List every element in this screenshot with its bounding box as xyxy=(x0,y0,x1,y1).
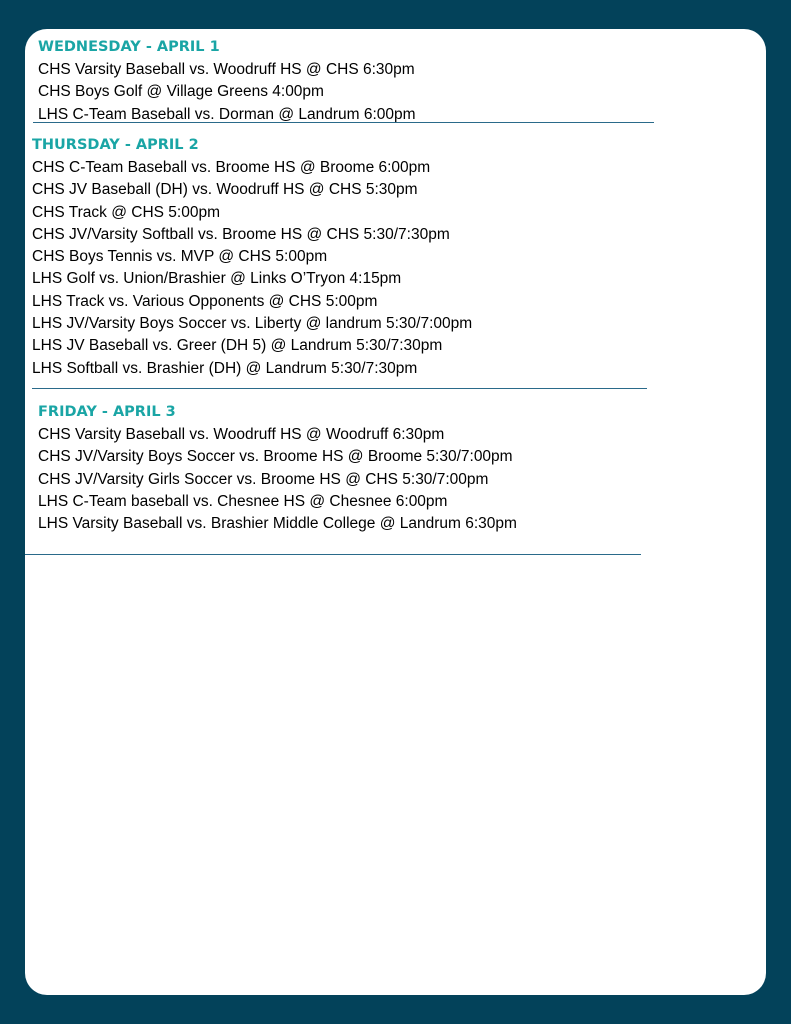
event-item: CHS JV/Varsity Softball vs. Broome HS @ CHS 5:30/7:30pm xyxy=(32,225,450,243)
event-item: LHS C-Team Baseball vs. Dorman @ Landrum 6:00pm xyxy=(38,105,416,123)
day-section-wednesday xyxy=(38,37,416,126)
event-item: CHS Varsity Baseball vs. Woodruff HS @ CHS 6:30pm xyxy=(38,61,415,78)
event-item: LHS Varsity Baseball vs. Brashier Middle College @ Landrum 6:30pm xyxy=(38,515,517,533)
section-divider xyxy=(32,388,647,389)
event-item: CHS JV/Varsity Girls Soccer vs. Broome HS @ CHS 5:30/7:00pm xyxy=(38,470,489,488)
event-item: CHS Boys Tennis vs. MVP @ CHS 5:00pm xyxy=(32,248,328,266)
event-item: CHS C-Team Baseball vs. Broome HS @ Broome 6:00pm xyxy=(32,159,431,176)
day-section-friday xyxy=(38,402,517,535)
section-divider xyxy=(33,122,654,123)
day-section-thursday xyxy=(32,135,472,380)
event-item: CHS Varsity Baseball vs. Woodruff HS @ Woodruff 6:30pm xyxy=(38,426,445,443)
event-item: CHS JV Baseball (DH) vs. Woodruff HS @ CHS 5:30pm xyxy=(32,181,418,199)
section-divider xyxy=(25,554,641,555)
schedule-card xyxy=(25,29,766,995)
event-item: LHS JV Baseball vs. Greer (DH 5) @ Landrum 5:30/7:30pm xyxy=(32,337,443,355)
event-item: LHS Golf vs. Union/Brashier @ Links O’Tryon 4:15pm xyxy=(32,270,402,288)
event-item: LHS JV/Varsity Boys Soccer vs. Liberty @ landrum 5:30/7:00pm xyxy=(32,315,473,333)
day-heading: THURSDAY - APRIL 2 xyxy=(32,137,199,153)
day-heading: WEDNESDAY - APRIL 1 xyxy=(38,39,220,55)
event-item: LHS Softball vs. Brashier (DH) @ Landrum 5:30/7:30pm xyxy=(32,359,418,377)
event-item: CHS Boys Golf @ Village Greens 4:00pm xyxy=(38,83,324,101)
day-heading: FRIDAY - APRIL 3 xyxy=(38,404,176,420)
event-item: LHS C-Team baseball vs. Chesnee HS @ Chesnee 6:00pm xyxy=(38,492,448,510)
event-item: LHS Track vs. Various Opponents @ CHS 5:00pm xyxy=(32,292,378,310)
event-item: CHS Track @ CHS 5:00pm xyxy=(32,203,221,221)
event-item: CHS JV/Varsity Boys Soccer vs. Broome HS @ Broome 5:30/7:00pm xyxy=(38,448,513,466)
